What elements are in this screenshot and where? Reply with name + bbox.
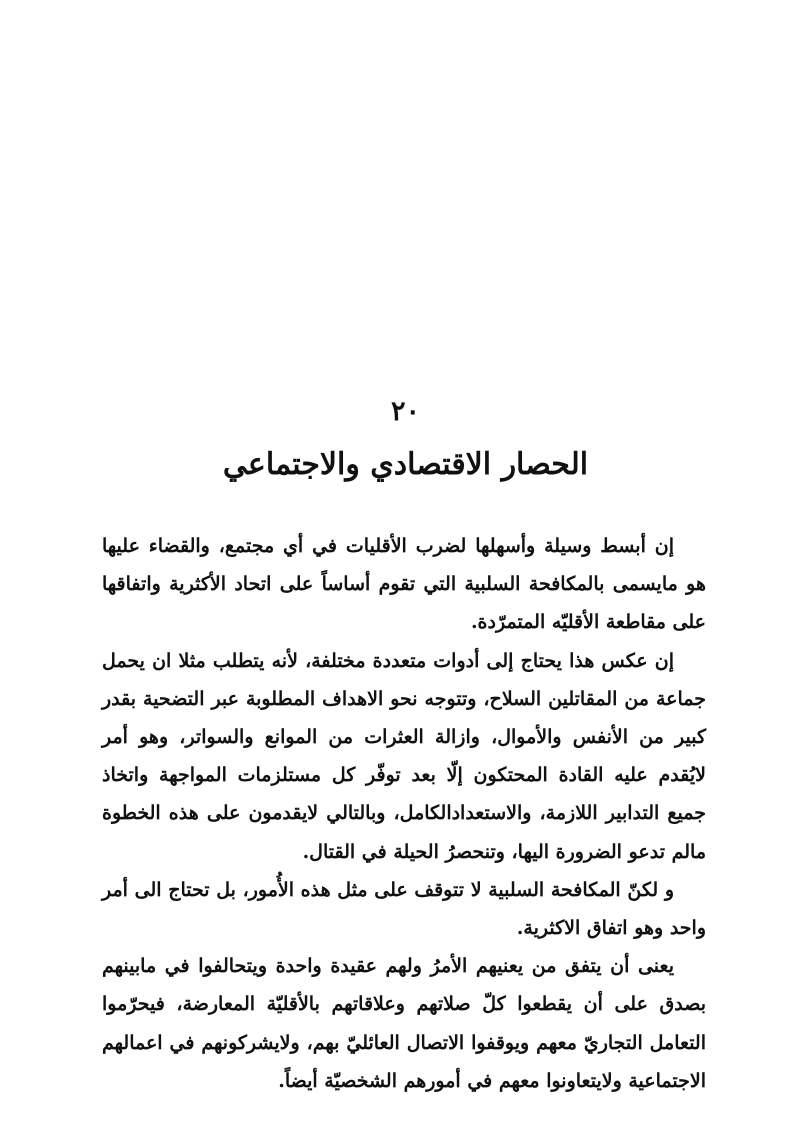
paragraph: و لكنّ المكافحة السلبية لا تتوقف على مثل هذه الأُمور، بل تحتاج الى أمر واحد وهو اتفاق الاكثرية. <box>102 878 706 940</box>
chapter-title: الحصار الاقتصادي والاجتماعي <box>222 447 589 482</box>
paragraph: إن أبسط وسيلة وأسهلها لضرب الأقليات في أي مجتمع، والقضاء عليها هو مايسمى بالمكافحة السلبية التي تقوم أساساً على اتحاد الأكثرية واتفاقها على مقاطعة الأقليّه المتمرّدة. <box>102 535 706 634</box>
chapter-body <box>102 527 706 1100</box>
paragraph: إن عكس هذا يحتاج إلى أدوات متعددة مختلفة، لأنه يتطلب مثلا ان يحمل جماعة من المقاتلين السلاح، وتتوجه نحو الاهداف المطلوبة عبر التضحية بقدر كبير من الأنفس والأموال، وازالة العثرات من الموانع والسواتر، وهو أمر لايُقدم عليه القادة المحتكون إلّا بعد توفّر كل مستلزمات المواجهة واتخاذ جميع التدابير اللازمة، والاستعدادالكامل، وبالتالي لايقدمون على هذه الخطوة مالم تدعو الضرورة اليها، وتنحصرُ الحيلة في القتال. <box>102 649 706 863</box>
chapter-number: ٢٠ <box>390 396 420 427</box>
paragraph: يعنى أن يتفق من يعنيهم الأمرُ ولهم عقيدة واحدة ويتحالفوا في مابينهم بصدق على أن يقطعوا كلّ صلاتهم وعلاقاتهم بالأقليّة المعارضة، فيحرّموا التعامل التجاريّ معهم ويوقفوا الاتصال العائليّ بهم، ولايشركونهم في اعمالهم الاجتماعية ولايتعاونوا معهم في أمورهم الشخصيّة أيضاً. <box>102 955 706 1092</box>
